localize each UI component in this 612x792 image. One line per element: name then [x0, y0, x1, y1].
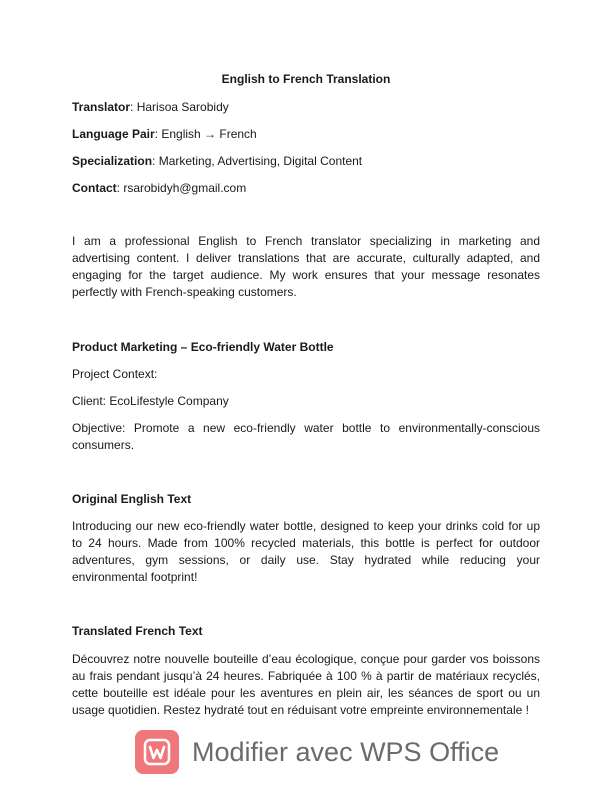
wps-w-icon: [142, 737, 172, 767]
meta-contact: [72, 181, 246, 195]
meta-label: Specialization: [72, 154, 153, 168]
meta-value: : Marketing, Advertising, Digital Content: [152, 154, 363, 168]
project-context: Project Context:: [72, 367, 158, 381]
original-text-heading: Original English Text: [72, 492, 192, 506]
meta-translator: [72, 100, 229, 114]
meta-label: Contact: [72, 181, 117, 195]
wps-watermark-text: Modifier avec WPS Office: [192, 736, 500, 767]
wps-logo-icon: [135, 730, 179, 774]
original-text-paragraph: Introducing our new eco-friendly water bottle, designed to keep your drinks cold for up to 24 hours. Made from 100% recycled materials, this bottle is perfect for outdoor adventures, gym sessions, or daily use. Stay hydrated while reducing your environmental footprint!: [72, 519, 540, 584]
document-title: English to French Translation: [221, 72, 391, 86]
translated-text-paragraph: Découvrez notre nouvelle bouteille d’eau écologique, conçue pour garder vos boissons au frais pendant jusqu’à 24 heures. Fabriquée à 100 % à partir de matériaux recyclés, cette bouteille est idéale pour les aventures en plein air, les séances de sport ou un usage quotidien. Restez hydraté tout en réduisant votre empreinte environnementale !: [72, 652, 540, 717]
meta-value: : English → French: [154, 127, 257, 141]
meta-label: Translator: [72, 100, 131, 114]
meta-language-pair: [72, 127, 257, 141]
meta-value: : Harisoa Sarobidy: [130, 100, 229, 114]
project-heading: Product Marketing – Eco-friendly Water Bottle: [72, 340, 334, 354]
wps-watermark[interactable]: [135, 729, 505, 775]
translated-text-heading: Translated French Text: [72, 624, 203, 638]
meta-specialization: [72, 154, 362, 168]
meta-value: : rsarobidyh@gmail.com: [116, 181, 247, 195]
meta-label: Language Pair: [72, 127, 155, 141]
project-client: Client: EcoLifestyle Company: [72, 394, 229, 408]
intro-paragraph: I am a professional English to French translator specializing in marketing and advertising content. I deliver translations that are accurate, culturally adapted, and engaging for the target audience. My work ensures that your message resonates perfectly with French-speaking customers.: [72, 234, 540, 299]
project-objective: Objective: Promote a new eco-friendly water bottle to environmentally-conscious consumers.: [72, 421, 540, 452]
